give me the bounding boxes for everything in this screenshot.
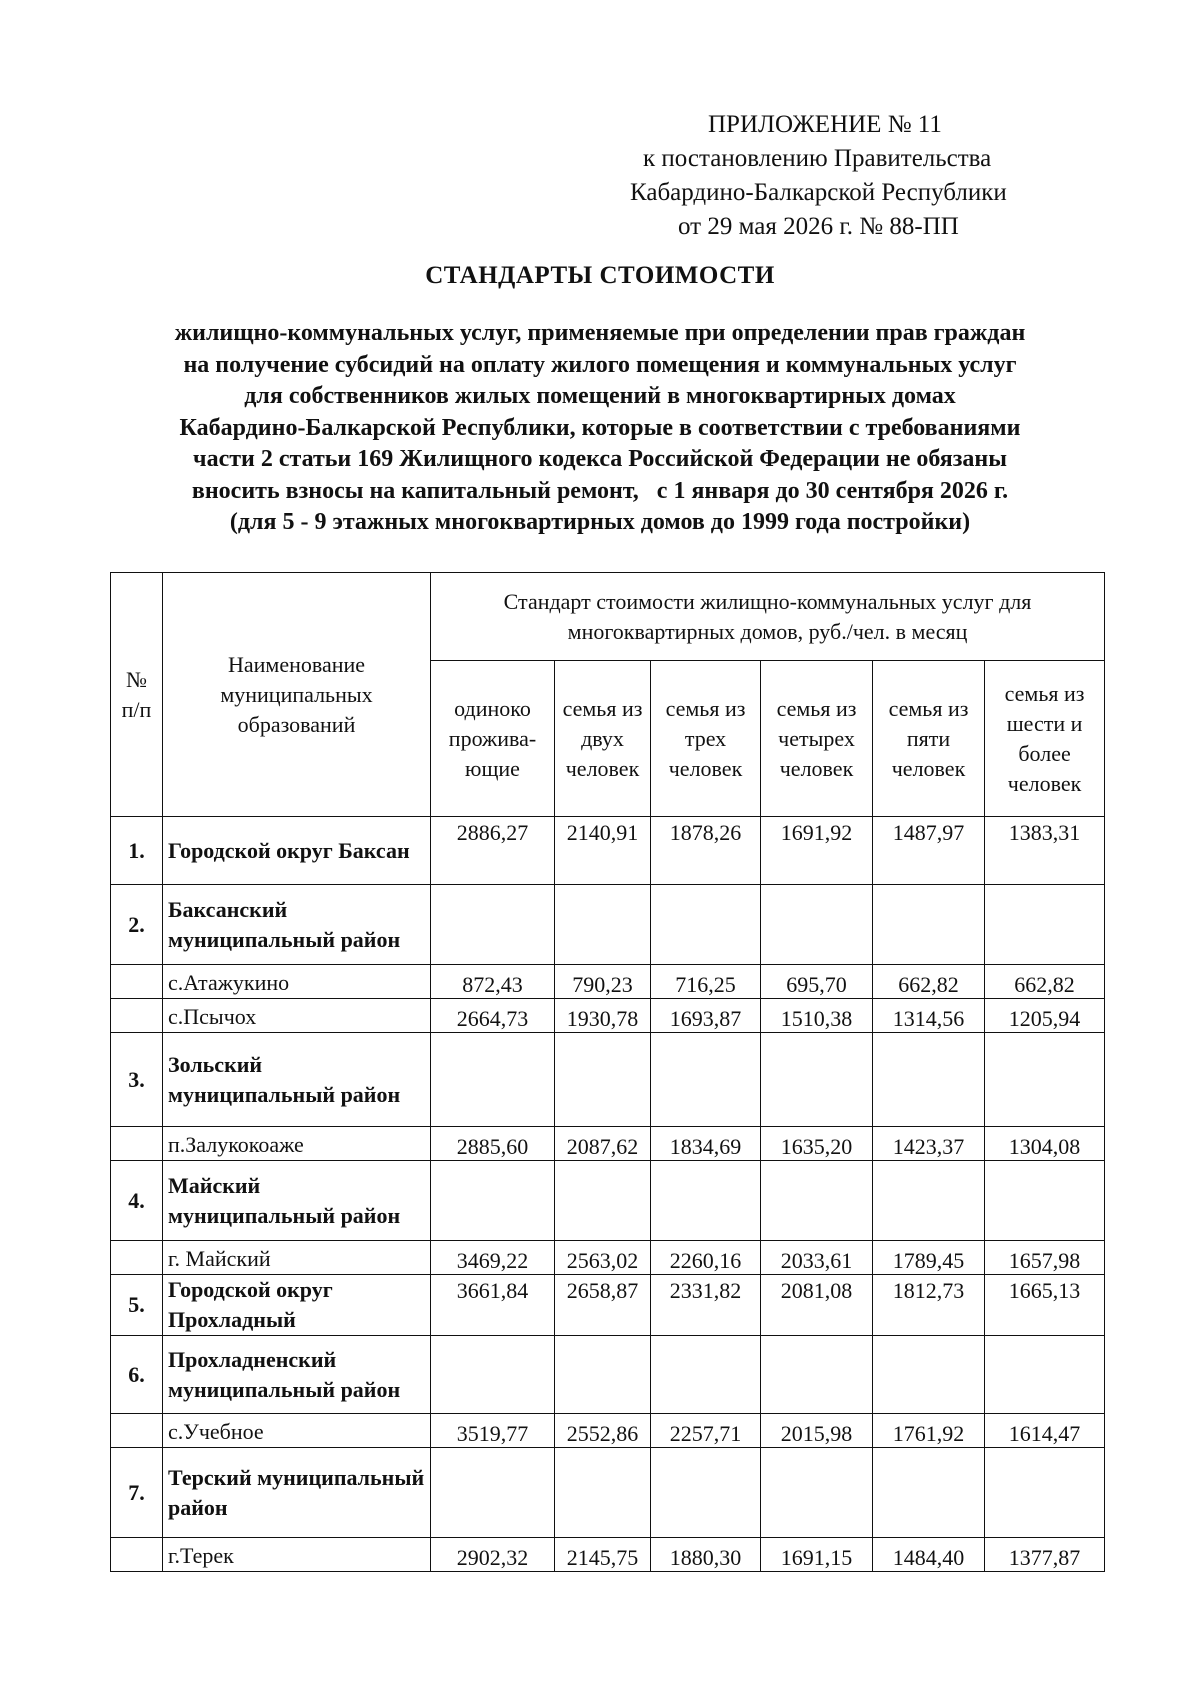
- value-cell: [761, 885, 873, 965]
- value-cell: 662,82: [873, 965, 985, 999]
- value-cell: [431, 1336, 555, 1414]
- row-number: [111, 1127, 163, 1161]
- table-row: [111, 1414, 1105, 1448]
- header-col-three: семья из трех человек: [651, 661, 761, 817]
- row-municipality: с.Псычох: [163, 999, 431, 1033]
- value-cell: 2886,27: [431, 817, 555, 885]
- header-col-five: семья из пяти человек: [873, 661, 985, 817]
- value-cell: [985, 1161, 1105, 1241]
- value-cell: 1834,69: [651, 1127, 761, 1161]
- value-cell: [555, 1033, 651, 1127]
- row-number: [111, 965, 163, 999]
- value-cell: [651, 1448, 761, 1538]
- value-cell: [761, 1161, 873, 1241]
- table-row: [111, 1275, 1105, 1336]
- value-cell: 1510,38: [761, 999, 873, 1033]
- value-cell: 3661,84: [431, 1275, 555, 1336]
- value-cell: [985, 1033, 1105, 1127]
- value-cell: [761, 1448, 873, 1538]
- appendix-block: [560, 108, 1060, 244]
- value-cell: 3519,77: [431, 1414, 555, 1448]
- value-cell: 2257,71: [651, 1414, 761, 1448]
- row-number: 7.: [111, 1448, 163, 1538]
- table-row: [111, 999, 1105, 1033]
- row-municipality: с.Атажукино: [163, 965, 431, 999]
- row-number: [111, 1538, 163, 1572]
- subtitle-line: на получение субсидий на оплату жилого помещения и коммунальных услуг: [183, 351, 1017, 378]
- value-cell: 3469,22: [431, 1241, 555, 1275]
- appendix-resolution: к постановлению Правительства: [643, 145, 992, 172]
- value-cell: 1761,92: [873, 1414, 985, 1448]
- header-col-single: одиноко прожива-ющие: [431, 661, 555, 817]
- value-cell: [555, 1448, 651, 1538]
- value-cell: [873, 1336, 985, 1414]
- subtitle-line: Кабардино-Балкарской Республики, которые в соответствии с требованиями: [179, 414, 1021, 441]
- value-cell: 2885,60: [431, 1127, 555, 1161]
- table-row: [111, 885, 1105, 965]
- table-row: [111, 1538, 1105, 1572]
- value-cell: 2033,61: [761, 1241, 873, 1275]
- header-group: Стандарт стоимости жилищно-коммунальных услуг для многоквартирных домов, руб./чел. в месяц: [431, 573, 1105, 661]
- row-number: 1.: [111, 817, 163, 885]
- value-cell: 1691,92: [761, 817, 873, 885]
- value-cell: 1635,20: [761, 1127, 873, 1161]
- value-cell: [431, 1448, 555, 1538]
- subtitle-line: части 2 статьи 169 Жилищного кодекса Российской Федерации не обязаны: [193, 446, 1007, 472]
- value-cell: [555, 885, 651, 965]
- value-cell: [555, 1336, 651, 1414]
- row-number: [111, 1414, 163, 1448]
- table-row: [111, 965, 1105, 999]
- value-cell: 790,23: [555, 965, 651, 999]
- row-municipality: Терский муниципальный район: [163, 1448, 431, 1538]
- value-cell: 2563,02: [555, 1241, 651, 1275]
- table-row: [111, 1336, 1105, 1414]
- value-cell: 2664,73: [431, 999, 555, 1033]
- row-municipality: г. Майский: [163, 1241, 431, 1275]
- value-cell: [985, 1448, 1105, 1538]
- value-cell: [985, 885, 1105, 965]
- value-cell: 1304,08: [985, 1127, 1105, 1161]
- subtitle-line: жилищно-коммунальных услуг, применяемые при определении прав граждан: [174, 320, 1026, 346]
- value-cell: 2552,86: [555, 1414, 651, 1448]
- value-cell: 695,70: [761, 965, 873, 999]
- value-cell: 1383,31: [985, 817, 1105, 885]
- value-cell: 1880,30: [651, 1538, 761, 1572]
- value-cell: 1789,45: [873, 1241, 985, 1275]
- row-municipality: Майский муниципальный район: [163, 1161, 431, 1241]
- value-cell: 1487,97: [873, 817, 985, 885]
- row-municipality: Баксанский муниципальный район: [163, 885, 431, 965]
- subtitle-line: для собственников жилых помещений в многоквартирных домах: [244, 383, 956, 409]
- value-cell: 2145,75: [555, 1538, 651, 1572]
- appendix-republic: Кабардино-Балкарской Республики: [630, 179, 1007, 206]
- value-cell: [431, 1033, 555, 1127]
- value-cell: [431, 885, 555, 965]
- table-row: [111, 1033, 1105, 1127]
- header-col-two: семья из двух человек: [555, 661, 651, 817]
- value-cell: [985, 1336, 1105, 1414]
- document-title: СТАНДАРТЫ СТОИМОСТИ: [425, 262, 775, 289]
- appendix-number: ПРИЛОЖЕНИЕ № 11: [708, 111, 942, 138]
- row-municipality: Городской округ Баксан: [163, 817, 431, 885]
- value-cell: 1691,15: [761, 1538, 873, 1572]
- value-cell: [873, 885, 985, 965]
- value-cell: [555, 1161, 651, 1241]
- value-cell: [651, 885, 761, 965]
- value-cell: 2081,08: [761, 1275, 873, 1336]
- row-municipality: Зольский муниципальный район: [163, 1033, 431, 1127]
- row-municipality: с.Учебное: [163, 1414, 431, 1448]
- value-cell: 1205,94: [985, 999, 1105, 1033]
- value-cell: 1314,56: [873, 999, 985, 1033]
- value-cell: [761, 1336, 873, 1414]
- row-municipality: г.Терек: [163, 1538, 431, 1572]
- value-cell: [873, 1033, 985, 1127]
- value-cell: 2140,91: [555, 817, 651, 885]
- row-municipality: п.Залукокоаже: [163, 1127, 431, 1161]
- table-row: [111, 1161, 1105, 1241]
- subtitle-line: вносить взносы на капитальный ремонт, с 1 января до 30 сентября 2026 г.: [191, 477, 1009, 504]
- value-cell: 1423,37: [873, 1127, 985, 1161]
- document-subtitle: [100, 318, 1100, 539]
- table-row: [111, 1448, 1105, 1538]
- row-municipality: Прохладненский муниципальный район: [163, 1336, 431, 1414]
- value-cell: [873, 1448, 985, 1538]
- table-row: [111, 817, 1105, 885]
- row-number: 2.: [111, 885, 163, 965]
- row-number: [111, 1241, 163, 1275]
- value-cell: 2087,62: [555, 1127, 651, 1161]
- value-cell: 2658,87: [555, 1275, 651, 1336]
- row-municipality: Городской округ Прохладный: [163, 1275, 431, 1336]
- header-col-four: семья из четырех человек: [761, 661, 873, 817]
- value-cell: 2902,32: [431, 1538, 555, 1572]
- value-cell: 2331,82: [651, 1275, 761, 1336]
- value-cell: 1614,47: [985, 1414, 1105, 1448]
- value-cell: 1657,98: [985, 1241, 1105, 1275]
- value-cell: 1878,26: [651, 817, 761, 885]
- value-cell: [431, 1161, 555, 1241]
- table-row: [111, 1241, 1105, 1275]
- header-number: № п/п: [111, 573, 163, 817]
- value-cell: [651, 1033, 761, 1127]
- subtitle-line: (для 5 - 9 этажных многоквартирных домов до 1999 года постройки): [229, 509, 971, 535]
- row-number: 5.: [111, 1275, 163, 1336]
- header-municipality: Наименование муниципальных образований: [163, 573, 431, 817]
- value-cell: 1377,87: [985, 1538, 1105, 1572]
- value-cell: [761, 1033, 873, 1127]
- value-cell: 1812,73: [873, 1275, 985, 1336]
- value-cell: [651, 1336, 761, 1414]
- value-cell: [873, 1161, 985, 1241]
- row-number: 4.: [111, 1161, 163, 1241]
- value-cell: [651, 1161, 761, 1241]
- value-cell: 1930,78: [555, 999, 651, 1033]
- row-number: [111, 999, 163, 1033]
- value-cell: 1484,40: [873, 1538, 985, 1572]
- value-cell: 2260,16: [651, 1241, 761, 1275]
- row-number: 3.: [111, 1033, 163, 1127]
- cost-standards-table: [110, 572, 1105, 1572]
- value-cell: 1665,13: [985, 1275, 1105, 1336]
- appendix-date: от 29 мая 2026 г. № 88-ПП: [678, 213, 959, 240]
- value-cell: 662,82: [985, 965, 1105, 999]
- value-cell: 872,43: [431, 965, 555, 999]
- value-cell: 716,25: [651, 965, 761, 999]
- header-col-six: семья из шести и более человек: [985, 661, 1105, 817]
- row-number: 6.: [111, 1336, 163, 1414]
- table-row: [111, 1127, 1105, 1161]
- value-cell: 1693,87: [651, 999, 761, 1033]
- value-cell: 2015,98: [761, 1414, 873, 1448]
